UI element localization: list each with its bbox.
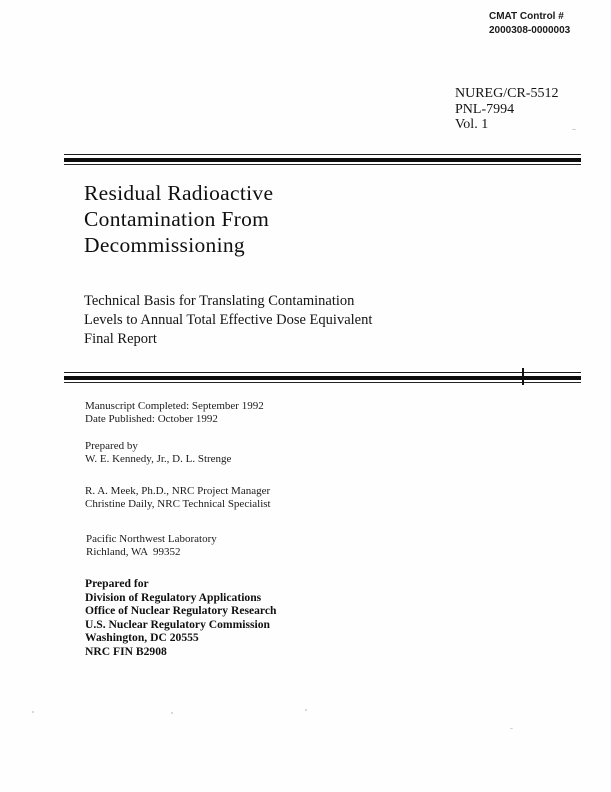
title-line: Residual Radioactive: [84, 181, 274, 205]
cmat-control-block: [489, 10, 570, 38]
rule-thin-line: [64, 154, 581, 155]
scan-speck: [510, 728, 513, 729]
nrc-project-manager: R. A. Meek, Ph.D., NRC Project Manager: [85, 485, 271, 497]
scan-speck: [305, 709, 307, 711]
report-volume: Vol. 1: [455, 117, 489, 132]
nrc-technical-specialist: Christine Daily, NRC Technical Specialist: [85, 497, 271, 510]
scan-speck: [32, 711, 34, 713]
prepared-for-division: Division of Regulatory Applications: [85, 590, 262, 604]
rule-thin-line: [64, 372, 581, 373]
report-number-block: [455, 86, 558, 133]
scan-speck: [572, 129, 576, 130]
title-line: Contamination From: [84, 207, 270, 231]
prepared-by-block: [85, 440, 231, 466]
nrc-fin-number: NRC FIN B2908: [85, 644, 167, 658]
date-published-line: Date Published: October 1992: [85, 412, 218, 425]
manuscript-completed-line: Manuscript Completed: September 1992: [85, 400, 264, 412]
prepared-for-label: Prepared for: [85, 577, 149, 590]
prepared-for-city: Washington, DC 20555: [85, 631, 199, 645]
bottom-double-rule: [64, 372, 581, 384]
rule-thin-line: [64, 382, 581, 383]
author-names: W. E. Kennedy, Jr., D. L. Strenge: [85, 452, 232, 465]
prepared-for-office: Office of Nuclear Regulatory Research: [85, 604, 277, 618]
scan-speck: [171, 712, 173, 714]
prepared-for-block: [85, 577, 276, 659]
subtitle-line: Levels to Annual Total Effective Dose Equivalent: [84, 311, 373, 328]
top-double-rule: [64, 154, 581, 166]
rule-thin-line: [64, 164, 581, 165]
report-number-nureg: NUREG/CR-5512: [455, 86, 559, 101]
report-number-pnl: PNL-7994: [455, 101, 515, 117]
rule-tick-mark: [522, 368, 524, 385]
title-line: Decommissioning: [84, 233, 245, 257]
report-type-label: Final Report: [84, 331, 157, 347]
prepared-by-label: Prepared by: [85, 440, 138, 452]
rule-thick-line: [64, 376, 581, 380]
subtitle-line: Technical Basis for Translating Contamination: [84, 293, 355, 309]
cmat-control-number: 2000308-0000003: [489, 25, 571, 36]
rule-thick-line: [64, 158, 581, 162]
document-title: [84, 180, 273, 258]
publication-dates-block: [85, 400, 264, 426]
document-subtitle: [84, 292, 372, 329]
laboratory-address: Richland, WA 99352: [86, 545, 181, 558]
laboratory-block: [86, 533, 217, 559]
nrc-contacts-block: [85, 485, 271, 511]
cmat-control-label: CMAT Control #: [489, 11, 564, 22]
laboratory-name: Pacific Northwest Laboratory: [86, 533, 217, 545]
prepared-for-commission: U.S. Nuclear Regulatory Commission: [85, 617, 270, 631]
